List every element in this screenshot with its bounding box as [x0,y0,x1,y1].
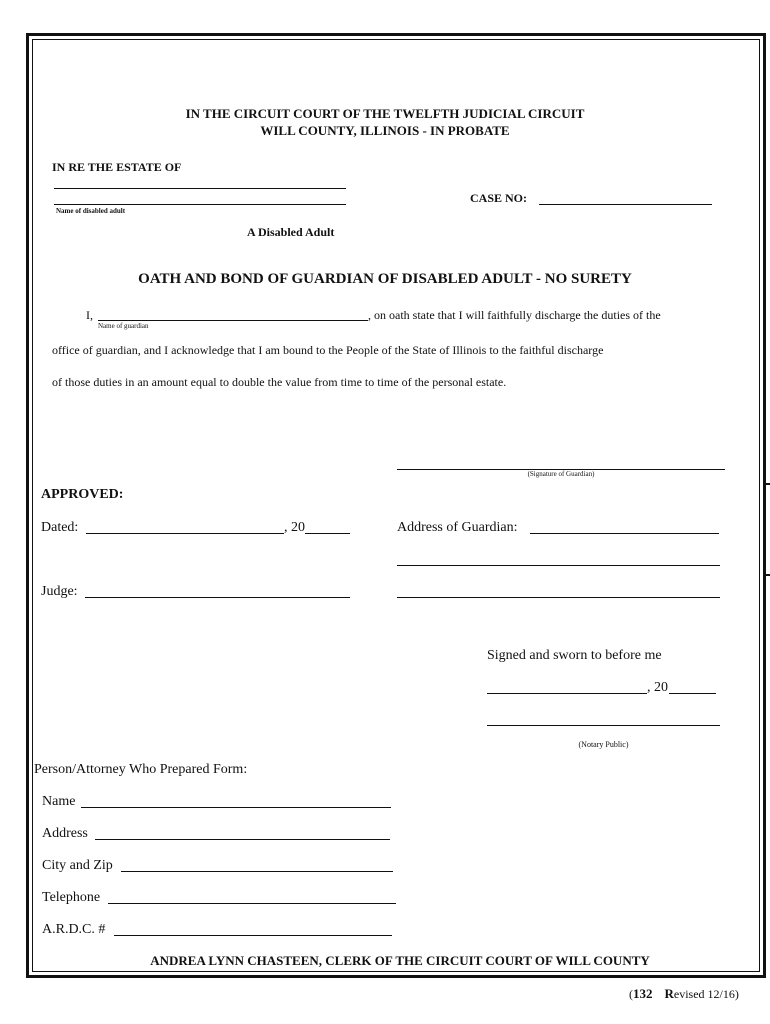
revised-initial: R [664,986,674,1001]
dated-year-line[interactable] [305,533,350,534]
preparer-name-label: Name [42,794,76,809]
court-heading-line1: IN THE CIRCUIT COURT OF THE TWELFTH JUDICIAL CIRCUIT [185,106,585,121]
form-title: OATH AND BOND OF GUARDIAN OF DISABLED ADULT - NO SURETY [138,271,632,287]
court-heading-line2: WILL COUNTY, ILLINOIS - IN PROBATE [260,123,510,138]
dated-year-prefix: , 20 [284,520,305,535]
dated-label: Dated: [41,520,79,535]
notary-signature-line[interactable] [487,725,720,726]
margin-bracket [763,483,770,576]
oath-line-2: office of guardian, and I acknowledge that I am bound to the People of the State of Illinois to the faithful discharge [52,343,604,357]
estate-name-line-2[interactable] [54,204,346,205]
preparer-ardc-label: A.R.D.C. # [42,922,106,937]
sworn-year-prefix: , 20 [647,680,668,695]
preparer-address-label: Address [42,826,88,841]
signed-sworn-text: Signed and sworn to before me [487,648,662,663]
inner-border [32,39,760,972]
preparer-heading: Person/Attorney Who Prepared Form: [34,762,248,777]
guardian-address-line-3[interactable] [397,597,720,598]
preparer-name-line[interactable] [81,807,391,808]
estate-name-line-1[interactable] [54,188,346,189]
dated-line[interactable] [86,533,284,534]
preparer-ardc-line[interactable] [114,935,392,936]
oath-line-3: of those duties in an amount equal to double the value from time to time of the personal estate. [52,375,507,389]
oath-text: , on oath state that I will faithfully discharge the duties of the [368,308,661,322]
guardian-name-line[interactable] [98,320,368,321]
case-no-line[interactable] [539,204,712,205]
name-of-guardian-label: Name of guardian [98,322,149,330]
form-number: 132 [633,986,653,1001]
sworn-date-line[interactable] [487,693,647,694]
case-no-label: CASE NO: [470,191,528,205]
judge-label: Judge: [41,584,78,599]
approved-heading: APPROVED: [41,487,124,502]
clerk-footer: ANDREA LYNN CHASTEEN, CLERK OF THE CIRCUIT COURT OF WILL COUNTY [150,953,650,968]
judge-line[interactable] [85,597,350,598]
preparer-city-zip-label: City and Zip [42,858,113,873]
guardian-address-line-1[interactable] [530,533,719,534]
notary-public-label: (Notary Public) [578,740,629,749]
guardian-address-label: Address of Guardian: [397,520,518,535]
sworn-year-line[interactable] [669,693,716,694]
form-revision [629,986,739,1002]
preparer-city-zip-line[interactable] [121,871,393,872]
oath-i-label: I, [86,308,93,322]
in-re-label: IN RE THE ESTATE OF [52,160,182,174]
preparer-address-line[interactable] [95,839,390,840]
revision-open-paren: ( [629,987,633,1001]
preparer-telephone-label: Telephone [42,890,101,905]
guardian-address-line-2[interactable] [397,565,720,566]
preparer-telephone-line[interactable] [108,903,396,904]
signature-of-guardian-label: (Signature of Guardian) [527,470,595,478]
name-of-disabled-adult-label: Name of disabled adult [56,207,126,215]
disabled-adult-label: A Disabled Adult [247,225,335,239]
revised-date: evised 12/16) [673,987,739,1001]
